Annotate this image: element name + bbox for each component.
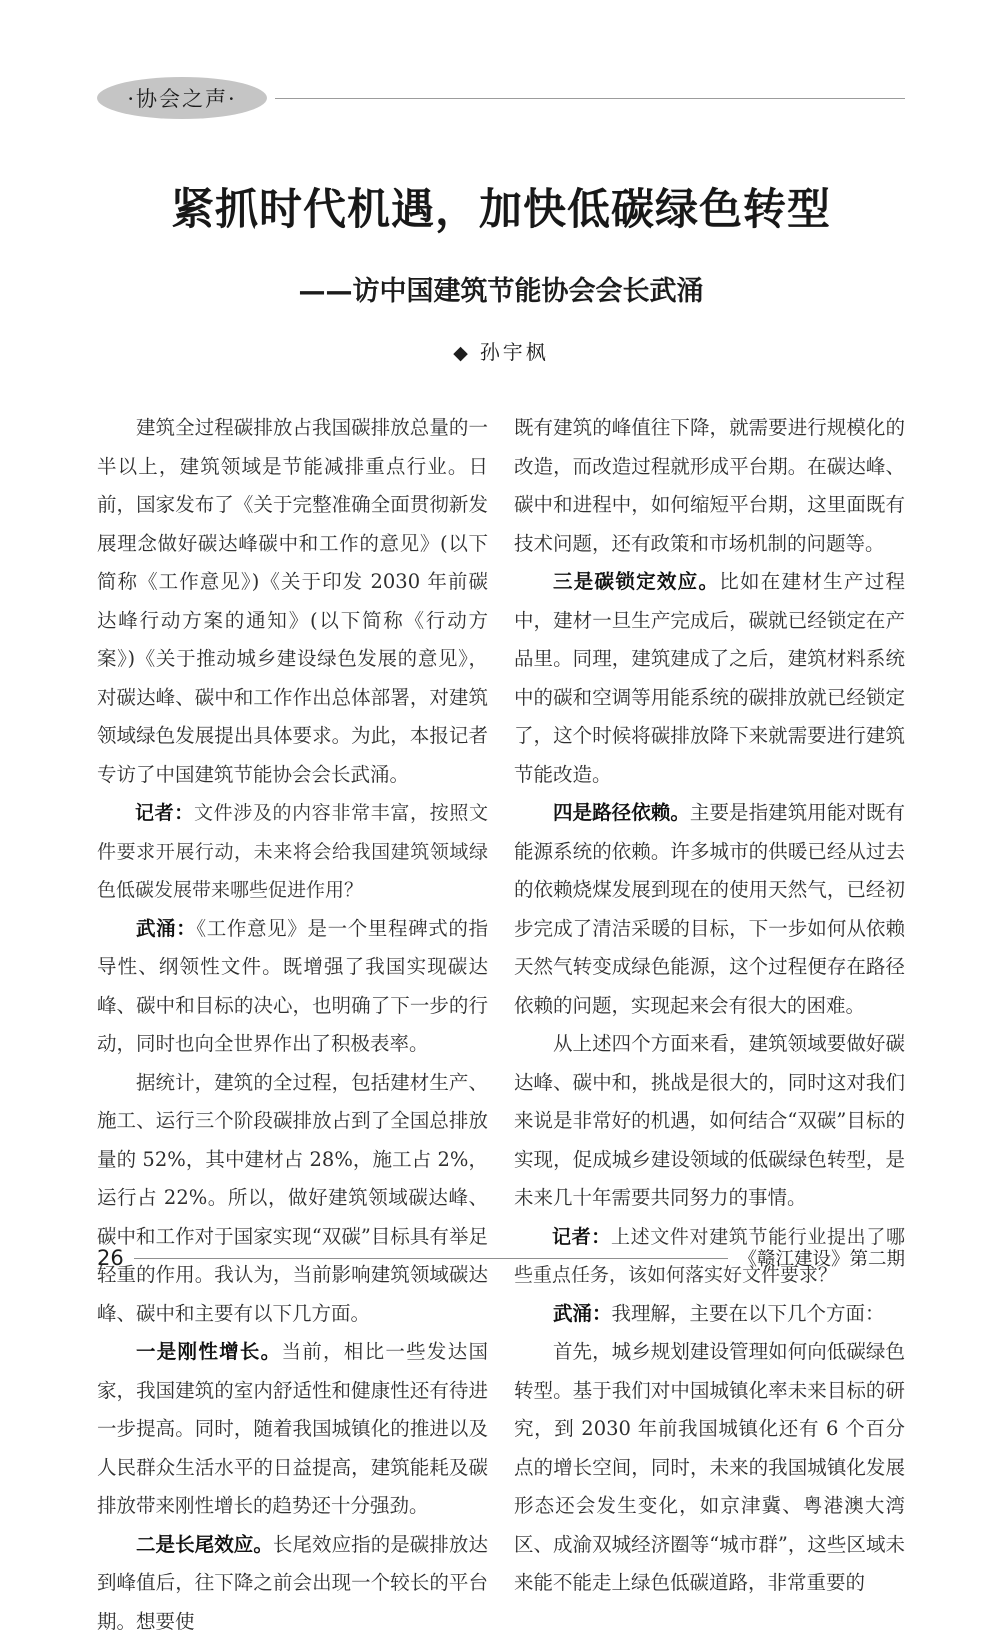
footer-rule xyxy=(134,1258,729,1259)
paragraph: 从上述四个方面来看，建筑领域要做好碳达峰、碳中和，挑战是很大的，同时这对我们来说是非常好的机遇，如何结合“双碳”目标的实现，促成城乡建设领域的低碳绿色转型，是未来几十年需要共同努力的事情。 xyxy=(514,1025,905,1218)
paragraph-lead: 二是长尾效应。 xyxy=(136,1533,273,1556)
article-subtitle: ——访中国建筑节能协会会长武涌 xyxy=(97,269,905,308)
paragraph-lead: 三是碳锁定效应。 xyxy=(553,570,719,593)
paragraph-lead: 记者： xyxy=(135,802,194,824)
paragraph: 武涌：我理解，主要在以下几个方面： xyxy=(514,1295,905,1334)
paragraph: 记者：文件涉及的内容非常丰富，按照文件要求开展行动，未来将会给我国建筑领域绿色低碳发展带来哪些促进作用？ xyxy=(97,794,488,910)
left-column xyxy=(97,409,488,1641)
paragraph: 据统计，建筑的全过程，包括建材生产、施工、运行三个阶段碳排放占到了全国总排放量的 52%，其中建材占 28%，施工占 2%，运行占 22%。所以，做好建筑领域碳达峰、碳中和工作对于国家实现“双碳”目标具有举足轻重的作用。我认为，当前影响建筑领域碳达峰、碳中和主要有以下几方面。 xyxy=(97,1064,488,1334)
paragraph: 武涌：《工作意见》是一个里程碑式的指导性、纲领性文件。既增强了我国实现碳达峰、碳中和目标的决心，也明确了下一步的行动，同时也向全世界作出了积极表率。 xyxy=(97,910,488,1064)
author-name: 孙宇枫 xyxy=(480,340,549,364)
paragraph: 建筑全过程碳排放占我国碳排放总量的一半以上，建筑领域是节能减排重点行业。日前，国家发布了《关于完整准确全面贯彻新发展理念做好碳达峰碳中和工作的意见》(以下简称《工作意见》)《关于印发 2030 年前碳达峰行动方案的通知》(以下简称《行动方案》)《关于推动城乡建设绿色发展的意见》，对碳达峰、碳中和工作作出总体部署，对建筑领域绿色发展提出具体要求。为此，本报记者专访了中国建筑节能协会会长武涌。 xyxy=(97,409,488,794)
article-title: 紧抓时代机遇，加快低碳绿色转型 xyxy=(97,176,905,237)
paragraph-lead: 一是刚性增长。 xyxy=(136,1340,281,1363)
page-header xyxy=(97,76,905,120)
paragraph-lead: 武涌： xyxy=(553,1302,612,1325)
right-column xyxy=(514,409,905,1641)
section-badge xyxy=(97,77,267,119)
paragraph: 二是长尾效应。长尾效应指的是碳排放达到峰值后，往下降之前会出现一个较长的平台期。想要使 xyxy=(97,1526,488,1641)
diamond-icon: ◆ xyxy=(453,342,468,364)
article-body xyxy=(97,409,905,1641)
paragraph-lead: 四是路径依赖。 xyxy=(553,801,690,824)
header-rule xyxy=(275,98,905,99)
paragraph: 既有建筑的峰值往下降，就需要进行规模化的改造，而改造过程就形成平台期。在碳达峰、碳中和进程中，如何缩短平台期，这里面既有技术问题，还有政策和市场机制的问题等。 xyxy=(514,409,905,563)
paragraph-lead: 武涌： xyxy=(136,917,196,940)
article-author xyxy=(97,336,905,365)
paragraph-lead: 记者： xyxy=(552,1226,611,1248)
page-footer xyxy=(97,1245,905,1271)
section-badge-label: ·协会之声· xyxy=(127,83,236,113)
page-number: 26 xyxy=(97,1246,124,1270)
paragraph: 记者：上述文件对建筑节能行业提出了哪些重点任务，该如何落实好文件要求？ xyxy=(514,1218,905,1295)
paragraph: 三是碳锁定效应。比如在建材生产过程中，建材一旦生产完成后，碳就已经锁定在产品里。同理，建筑建成了之后，建筑材料系统中的碳和空调等用能系统的碳排放就已经锁定了，这个时候将碳排放降下来就需要进行建筑节能改造。 xyxy=(514,563,905,794)
paragraph: 首先，城乡规划建设管理如何向低碳绿色转型。基于我们对中国城镇化率未来目标的研究，到 2030 年前我国城镇化还有 6 个百分点的增长空间，同时，未来的我国城镇化发展形态还会发生变化，如京津冀、粤港澳大湾区、成渝双城经济圈等“城市群”，这些区域未来能不能走上绿色低碳道路，非常重要的 xyxy=(514,1333,905,1603)
journal-name: 《赣江建设》第二期 xyxy=(738,1245,905,1271)
paragraph: 四是路径依赖。主要是指建筑用能对既有能源系统的依赖。许多城市的供暖已经从过去的依赖烧煤发展到现在的使用天然气，已经初步完成了清洁采暖的目标，下一步如何从依赖天然气转变成绿色能源，这个过程便存在路径依赖的问题，实现起来会有很大的困难。 xyxy=(514,794,905,1025)
paragraph: 一是刚性增长。当前，相比一些发达国家，我国建筑的室内舒适性和健康性还有待进一步提高。同时，随着我国城镇化的推进以及人民群众生活水平的日益提高，建筑能耗及碳排放带来刚性增长的趋势还十分强劲。 xyxy=(97,1333,488,1526)
